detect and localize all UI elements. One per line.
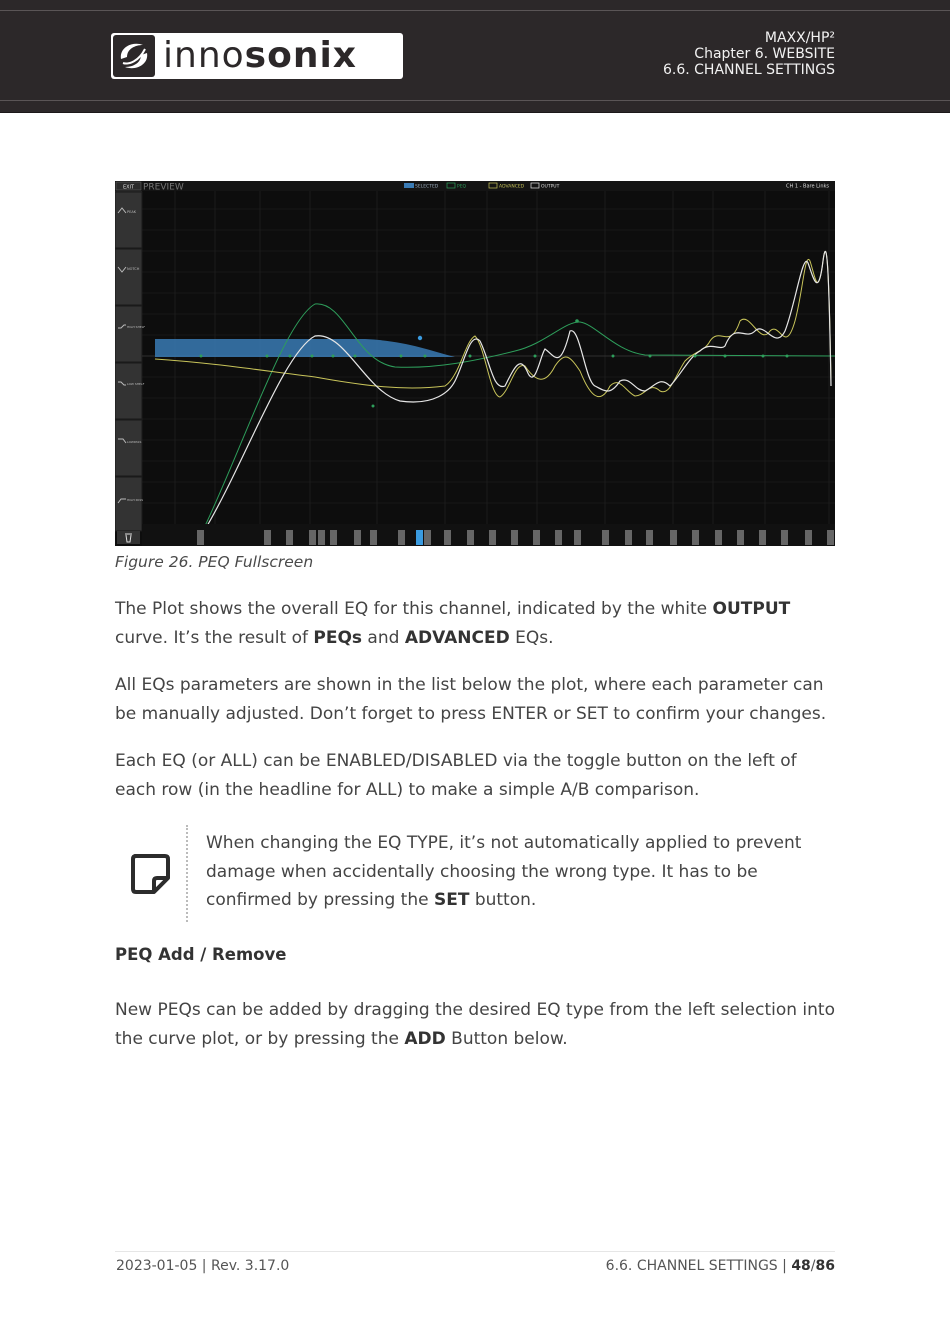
eq-type-lowpass[interactable] bbox=[115, 420, 142, 476]
logo-mark-icon bbox=[113, 35, 155, 77]
header-meta bbox=[663, 30, 835, 78]
peq-fullscreen-screenshot bbox=[115, 181, 835, 546]
page-number: 48 bbox=[791, 1258, 811, 1274]
figure-caption: Figure 26. PEQ Fullscreen bbox=[115, 553, 314, 571]
legend-selected: SELECTED bbox=[415, 184, 439, 190]
plot-background bbox=[115, 181, 835, 546]
page-total: 86 bbox=[815, 1258, 835, 1274]
legend-output: OUTPUT bbox=[541, 184, 560, 190]
paragraph-add-peq: New PEQs can be added by dragging the desired EQ type from the left selection into the curve plot, or by pressing the ADD Button below. bbox=[115, 1000, 835, 1049]
logo-wordmark: innosonix bbox=[163, 35, 358, 76]
peq-plot bbox=[115, 181, 835, 546]
eq-handle-rail bbox=[142, 524, 835, 546]
paragraph-parameters: All EQs parameters are shown in the list below the plot, where each parameter can be manually adjusted. Don’t forget to press ENTER or SET to confirm your changes. bbox=[115, 675, 827, 724]
legend-selected-swatch bbox=[404, 183, 414, 188]
selected-eq-handle[interactable] bbox=[418, 336, 422, 340]
selected-band-handle[interactable] bbox=[416, 530, 423, 545]
sticky-note-icon bbox=[127, 850, 173, 896]
note-box bbox=[115, 825, 835, 922]
note-divider bbox=[186, 825, 188, 922]
eq-band-handles bbox=[197, 530, 834, 545]
exit-label: EXIT bbox=[123, 184, 135, 191]
page-header bbox=[0, 0, 950, 113]
paragraph-toggle: Each EQ (or ALL) can be ENABLED/DISABLED via the toggle button on the left of each row (in the headline for ALL) to make a simple A/B comparison. bbox=[115, 751, 797, 800]
footer-rule bbox=[115, 1251, 835, 1252]
header-bottom-rule bbox=[0, 100, 950, 101]
preview-label: PREVIEW bbox=[143, 182, 184, 193]
eq-type-peak[interactable] bbox=[115, 192, 142, 248]
product-name: MAXX/HP² bbox=[764, 30, 835, 46]
eq-type-high-pass[interactable] bbox=[115, 477, 143, 531]
paragraph-output-curve: The Plot shows the overall EQ for this channel, indicated by the white OUTPUT curve. It’s the result of PEQs and ADVANCED EQs. bbox=[115, 599, 791, 648]
svg-text:NOTCH: NOTCH bbox=[127, 267, 140, 271]
footer-page-info: 6.6. CHANNEL SETTINGS | 48/86 bbox=[605, 1258, 835, 1274]
eq-type-notch[interactable] bbox=[115, 249, 142, 305]
svg-text:PEAK: PEAK bbox=[127, 210, 137, 214]
section-heading-peq-add-remove: PEQ Add / Remove bbox=[115, 945, 287, 964]
note-text: When changing the EQ TYPE, it’s not automatically applied to prevent damage when accidentally choosing the wrong type. It has to be confirmed by pressing the SET button. bbox=[206, 833, 802, 910]
svg-text:LOW SHELF: LOW SHELF bbox=[127, 382, 145, 386]
svg-text:HIGH PASS: HIGH PASS bbox=[127, 498, 144, 502]
header-top-rule bbox=[0, 10, 950, 11]
channel-label: CH 1 - Bare Links bbox=[786, 183, 829, 190]
legend-peq: PEQ bbox=[457, 184, 467, 190]
section-title: 6.6. CHANNEL SETTINGS bbox=[662, 62, 835, 78]
eq-type-low-shelf[interactable] bbox=[115, 363, 145, 419]
svg-text:HIGH SHELF: HIGH SHELF bbox=[127, 325, 146, 329]
legend-advanced: ADVANCED bbox=[499, 184, 525, 190]
eq-type-palette-items bbox=[115, 192, 145, 531]
innosonix-logo bbox=[111, 33, 403, 79]
chapter-title: Chapter 6. WEBSITE bbox=[694, 46, 835, 62]
eq-type-high-shelf[interactable] bbox=[115, 306, 145, 362]
footer-date-revision: 2023-01-05 | Rev. 3.17.0 bbox=[116, 1258, 290, 1274]
svg-text:LOWPASS: LOWPASS bbox=[127, 440, 142, 444]
plot-topbar bbox=[115, 181, 835, 191]
